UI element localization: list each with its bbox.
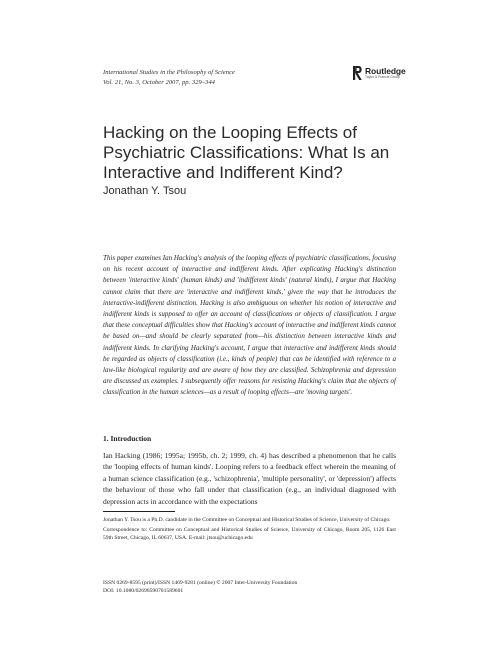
publication-identifiers bbox=[103, 579, 396, 595]
publisher-tagline: Taylor & Francis Group bbox=[365, 75, 400, 80]
section-heading: 1. Introduction bbox=[103, 434, 152, 443]
routledge-logo-icon bbox=[353, 66, 362, 80]
footnotes bbox=[103, 516, 396, 544]
publisher-logo bbox=[353, 66, 406, 80]
footnote-divider bbox=[103, 511, 175, 512]
author-note: Jonathan Y. Tsou is a Ph.D. candidate in the Committee on Conceptual and Historical Studies of Science, University of Chicago. bbox=[103, 517, 391, 523]
abstract: This paper examines Ian Hacking's analysis of the looping effects of psychiatric classifications, focusing on his recent account of interactive and indifferent kinds. After explicating Hacking's distinction between 'interactive kinds' (human kinds) and 'indifferent kinds' (natural kinds), I argue that Hacking cannot claim that there are 'interactive and indifferent kinds,' given the way that he introduces the interactive-indifferent distinction. Hacking is also ambiguous on whether his notion of interactive and indifferent kinds is supposed to offer an account of classifications or objects of classification. I argue that these conceptual difficulties show that Hacking's account of interactive and indifferent kinds cannot be based on—and should be clearly separated from—his distinction between interactive kinds and indifferent kinds. In clarifying Hacking's account, I argue that interactive and indifferent kinds should be regarded as objects of classification (i.e., kinds of people) that can be identified with reference to a law-like biological regularity and are aware of how they are classified. Schizophrenia and depression are discussed as examples. I subsequently offer reasons for resisting Hacking's claim that the objects of classification in the human sciences—as a result of looping effects—are 'moving targets'. bbox=[103, 254, 396, 397]
article-author: Jonathan Y. Tsou bbox=[103, 185, 187, 197]
section-body-text: Ian Hacking (1986; 1995a; 1995b, ch. 2; 1999, ch. 4) has described a phenomenon that he calls the 'looping effects of human kinds'. Looping refers to a feedback effect wherein the meaning of a human science classification (e.g., 'schizophrenia', 'multiple personality', or 'depression') affects the behaviour of those who fall under that classification (e.g., an individual diagnosed with depression acts in accordance with the expectations bbox=[103, 451, 396, 506]
publisher-name: Routledge bbox=[365, 65, 406, 76]
doi-line: DOI: 10.1080/02698590701589601 bbox=[103, 588, 184, 595]
issn-line: ISSN 0269-8595 (print)/ISSN 1469-9281 (online) © 2007 Inter-University Foundation bbox=[103, 580, 298, 586]
journal-citation bbox=[103, 68, 343, 87]
article-title: Hacking on the Looping Effects of Psychiatric Classifications: What Is an Interactive and Indifferent Kind? bbox=[103, 123, 390, 182]
journal-name: International Studies in the Philosophy of Science bbox=[103, 69, 235, 76]
journal-volume-info: Vol. 21, No. 3, October 2007, pp. 329–344 bbox=[103, 78, 215, 86]
correspondence-note: Correspondence to: Committee on Conceptual and Historical Studies of Science, University of Chicago, Room 205, 1126 East 59th Street, Chicago, IL 60637, USA. E-mail: jtsou@uchicago.edu bbox=[103, 527, 396, 541]
